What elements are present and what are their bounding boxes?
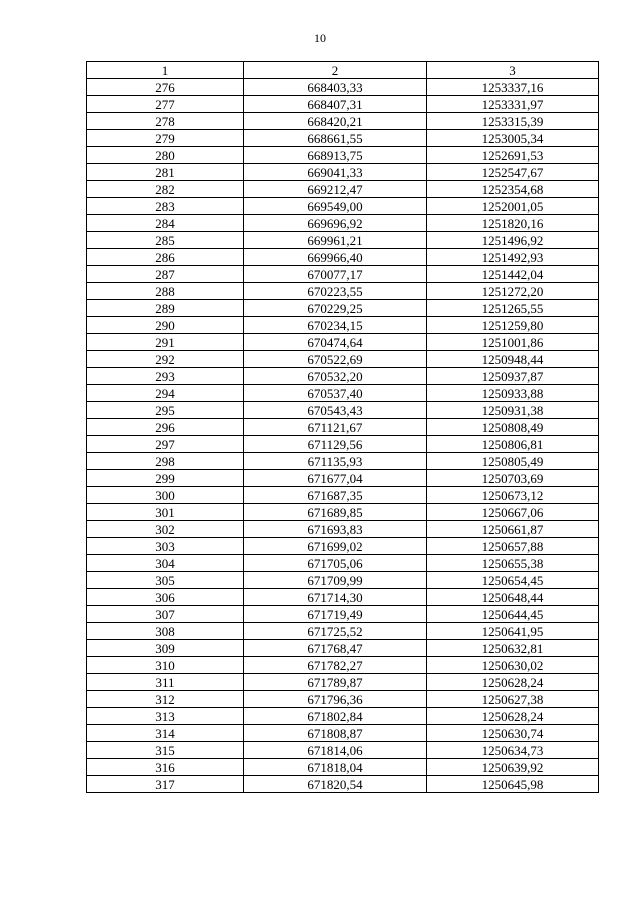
table-row [87, 589, 599, 606]
y-coordinate-cell: 1252547,67 [427, 164, 599, 181]
y-coordinate-cell: 1250639,92 [427, 759, 599, 776]
y-coordinate-cell: 1250806,81 [427, 436, 599, 453]
table-row [87, 164, 599, 181]
x-coordinate-cell: 671714,30 [244, 589, 427, 606]
table-row [87, 249, 599, 266]
page-number: 10 [314, 31, 326, 45]
point-number-cell: 316 [87, 759, 244, 776]
x-coordinate-cell: 670223,55 [244, 283, 427, 300]
x-coordinate-cell: 668403,33 [244, 79, 427, 96]
table-row [87, 606, 599, 623]
table-header-row [87, 62, 599, 79]
table-row [87, 130, 599, 147]
y-coordinate-cell: 1253337,16 [427, 79, 599, 96]
x-coordinate-cell: 669041,33 [244, 164, 427, 181]
point-number-cell: 277 [87, 96, 244, 113]
y-coordinate-cell: 1252354,68 [427, 181, 599, 198]
y-coordinate-cell: 1250655,38 [427, 555, 599, 572]
y-coordinate-cell: 1250634,73 [427, 742, 599, 759]
point-number-cell: 288 [87, 283, 244, 300]
x-coordinate-cell: 671677,04 [244, 470, 427, 487]
y-coordinate-cell: 1250948,44 [427, 351, 599, 368]
point-number-cell: 312 [87, 691, 244, 708]
y-coordinate-cell: 1251820,16 [427, 215, 599, 232]
y-coordinate-cell: 1250657,88 [427, 538, 599, 555]
table-row [87, 300, 599, 317]
table-row [87, 555, 599, 572]
x-coordinate-cell: 671782,27 [244, 657, 427, 674]
column-header-2: 2 [244, 62, 427, 79]
y-coordinate-cell: 1250931,38 [427, 402, 599, 419]
point-number-cell: 317 [87, 776, 244, 793]
table-row [87, 198, 599, 215]
y-coordinate-cell: 1250937,87 [427, 368, 599, 385]
point-number-cell: 304 [87, 555, 244, 572]
x-coordinate-cell: 671814,06 [244, 742, 427, 759]
point-number-cell: 315 [87, 742, 244, 759]
point-number-cell: 287 [87, 266, 244, 283]
x-coordinate-cell: 670077,17 [244, 266, 427, 283]
y-coordinate-cell: 1253315,39 [427, 113, 599, 130]
x-coordinate-cell: 668661,55 [244, 130, 427, 147]
y-coordinate-cell: 1250661,87 [427, 521, 599, 538]
point-number-cell: 290 [87, 317, 244, 334]
x-coordinate-cell: 671789,87 [244, 674, 427, 691]
table-row [87, 181, 599, 198]
y-coordinate-cell: 1252691,53 [427, 147, 599, 164]
point-number-cell: 295 [87, 402, 244, 419]
x-coordinate-cell: 670532,20 [244, 368, 427, 385]
point-number-cell: 279 [87, 130, 244, 147]
table-row [87, 317, 599, 334]
x-coordinate-cell: 670234,15 [244, 317, 427, 334]
x-coordinate-cell: 671820,54 [244, 776, 427, 793]
x-coordinate-cell: 671699,02 [244, 538, 427, 555]
y-coordinate-cell: 1250628,24 [427, 708, 599, 725]
x-coordinate-cell: 671705,06 [244, 555, 427, 572]
x-coordinate-cell: 670522,69 [244, 351, 427, 368]
x-coordinate-cell: 671693,83 [244, 521, 427, 538]
y-coordinate-cell: 1250805,49 [427, 453, 599, 470]
coordinates-table [86, 61, 599, 793]
x-coordinate-cell: 671818,04 [244, 759, 427, 776]
point-number-cell: 283 [87, 198, 244, 215]
y-coordinate-cell: 1250703,69 [427, 470, 599, 487]
point-number-cell: 308 [87, 623, 244, 640]
x-coordinate-cell: 669961,21 [244, 232, 427, 249]
x-coordinate-cell: 671802,84 [244, 708, 427, 725]
table-row [87, 283, 599, 300]
x-coordinate-cell: 669696,92 [244, 215, 427, 232]
table-row [87, 759, 599, 776]
x-coordinate-cell: 671129,56 [244, 436, 427, 453]
y-coordinate-cell: 1251492,93 [427, 249, 599, 266]
point-number-cell: 299 [87, 470, 244, 487]
y-coordinate-cell: 1251442,04 [427, 266, 599, 283]
x-coordinate-cell: 671689,85 [244, 504, 427, 521]
point-number-cell: 276 [87, 79, 244, 96]
y-coordinate-cell: 1250673,12 [427, 487, 599, 504]
y-coordinate-cell: 1250654,45 [427, 572, 599, 589]
y-coordinate-cell: 1250630,74 [427, 725, 599, 742]
point-number-cell: 307 [87, 606, 244, 623]
point-number-cell: 294 [87, 385, 244, 402]
table-row [87, 113, 599, 130]
y-coordinate-cell: 1250648,44 [427, 589, 599, 606]
point-number-cell: 305 [87, 572, 244, 589]
point-number-cell: 314 [87, 725, 244, 742]
y-coordinate-cell: 1250808,49 [427, 419, 599, 436]
x-coordinate-cell: 671796,36 [244, 691, 427, 708]
point-number-cell: 285 [87, 232, 244, 249]
y-coordinate-cell: 1250933,88 [427, 385, 599, 402]
table-row [87, 419, 599, 436]
table-row [87, 436, 599, 453]
point-number-cell: 296 [87, 419, 244, 436]
point-number-cell: 303 [87, 538, 244, 555]
table-row [87, 266, 599, 283]
point-number-cell: 282 [87, 181, 244, 198]
x-coordinate-cell: 668407,31 [244, 96, 427, 113]
x-coordinate-cell: 669212,47 [244, 181, 427, 198]
x-coordinate-cell: 671687,35 [244, 487, 427, 504]
table-row [87, 96, 599, 113]
x-coordinate-cell: 671768,47 [244, 640, 427, 657]
x-coordinate-cell: 669549,00 [244, 198, 427, 215]
point-number-cell: 291 [87, 334, 244, 351]
table-row [87, 215, 599, 232]
point-number-cell: 310 [87, 657, 244, 674]
y-coordinate-cell: 1250641,95 [427, 623, 599, 640]
x-coordinate-cell: 671121,67 [244, 419, 427, 436]
y-coordinate-cell: 1250632,81 [427, 640, 599, 657]
x-coordinate-cell: 670537,40 [244, 385, 427, 402]
table-row [87, 725, 599, 742]
table-row [87, 691, 599, 708]
table-row [87, 657, 599, 674]
y-coordinate-cell: 1250628,24 [427, 674, 599, 691]
point-number-cell: 297 [87, 436, 244, 453]
point-number-cell: 306 [87, 589, 244, 606]
table-row [87, 147, 599, 164]
column-header-1: 1 [87, 62, 244, 79]
table-row [87, 521, 599, 538]
table-row [87, 232, 599, 249]
table-row [87, 487, 599, 504]
x-coordinate-cell: 670543,43 [244, 402, 427, 419]
table-row [87, 334, 599, 351]
point-number-cell: 302 [87, 521, 244, 538]
point-number-cell: 284 [87, 215, 244, 232]
point-number-cell: 281 [87, 164, 244, 181]
y-coordinate-cell: 1250645,98 [427, 776, 599, 793]
table-row [87, 470, 599, 487]
table-row [87, 385, 599, 402]
table-row [87, 674, 599, 691]
y-coordinate-cell: 1251265,55 [427, 300, 599, 317]
x-coordinate-cell: 669966,40 [244, 249, 427, 266]
table-row [87, 351, 599, 368]
table-row [87, 402, 599, 419]
x-coordinate-cell: 670474,64 [244, 334, 427, 351]
point-number-cell: 298 [87, 453, 244, 470]
point-number-cell: 313 [87, 708, 244, 725]
table-row [87, 538, 599, 555]
y-coordinate-cell: 1251496,92 [427, 232, 599, 249]
y-coordinate-cell: 1250644,45 [427, 606, 599, 623]
y-coordinate-cell: 1251001,86 [427, 334, 599, 351]
x-coordinate-cell: 670229,25 [244, 300, 427, 317]
point-number-cell: 301 [87, 504, 244, 521]
x-coordinate-cell: 671709,99 [244, 572, 427, 589]
table-row [87, 708, 599, 725]
y-coordinate-cell: 1250627,38 [427, 691, 599, 708]
x-coordinate-cell: 668913,75 [244, 147, 427, 164]
y-coordinate-cell: 1253331,97 [427, 96, 599, 113]
table-row [87, 640, 599, 657]
x-coordinate-cell: 671135,93 [244, 453, 427, 470]
point-number-cell: 292 [87, 351, 244, 368]
table-row [87, 504, 599, 521]
table-row [87, 742, 599, 759]
y-coordinate-cell: 1250667,06 [427, 504, 599, 521]
column-header-3: 3 [427, 62, 599, 79]
point-number-cell: 289 [87, 300, 244, 317]
table-row [87, 572, 599, 589]
table-row [87, 368, 599, 385]
table-row [87, 623, 599, 640]
table-row [87, 453, 599, 470]
table-row [87, 776, 599, 793]
x-coordinate-cell: 671725,52 [244, 623, 427, 640]
x-coordinate-cell: 671808,87 [244, 725, 427, 742]
x-coordinate-cell: 668420,21 [244, 113, 427, 130]
y-coordinate-cell: 1251259,80 [427, 317, 599, 334]
point-number-cell: 311 [87, 674, 244, 691]
point-number-cell: 278 [87, 113, 244, 130]
point-number-cell: 286 [87, 249, 244, 266]
point-number-cell: 300 [87, 487, 244, 504]
point-number-cell: 293 [87, 368, 244, 385]
table-row [87, 79, 599, 96]
y-coordinate-cell: 1251272,20 [427, 283, 599, 300]
y-coordinate-cell: 1252001,05 [427, 198, 599, 215]
point-number-cell: 309 [87, 640, 244, 657]
y-coordinate-cell: 1250630,02 [427, 657, 599, 674]
x-coordinate-cell: 671719,49 [244, 606, 427, 623]
y-coordinate-cell: 1253005,34 [427, 130, 599, 147]
table-body [87, 79, 599, 793]
point-number-cell: 280 [87, 147, 244, 164]
